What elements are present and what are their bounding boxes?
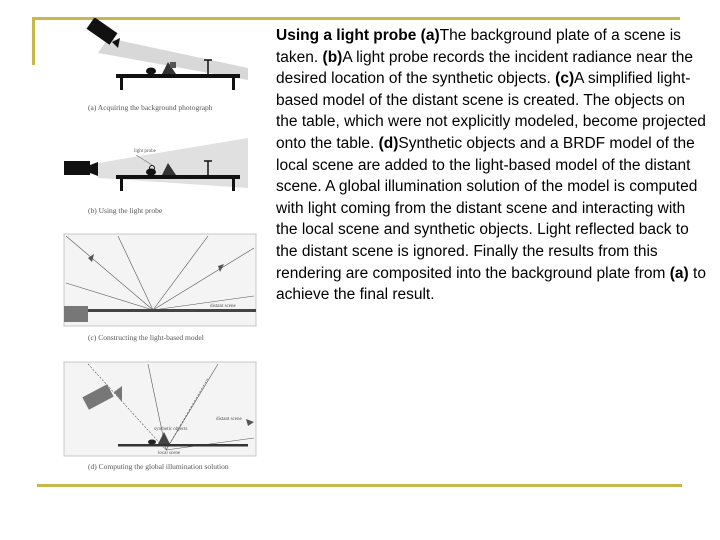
panel-a <box>87 18 248 112</box>
bold-d: (d) <box>378 134 399 152</box>
desc-end: to achieve the final result. <box>276 264 706 304</box>
light-probe-label: light probe <box>134 149 156 154</box>
caption-a: (a) Acquiring the background photograph <box>88 103 213 112</box>
caption-b: (b) Using the light probe <box>88 206 163 215</box>
description-paragraph <box>276 25 706 306</box>
bottom-rule <box>37 484 682 487</box>
distant-scene-label-c: distant scene <box>210 304 236 309</box>
panel-c <box>64 234 256 342</box>
illustration-figure <box>58 18 260 473</box>
desc-d: Synthetic objects and a BRDF model of the local scene are added to the light-based model of the distant scene. A global illumination solution of the model is computed with light coming from the distant scene and interacting with the local scene and synthetic objects. Light reflected back to the distant scene is ignored. Finally the results from this rendering are composited into the background plate from <box>276 134 698 282</box>
table-surface <box>116 175 240 179</box>
caption-d: (d) Computing the global illumination solution <box>88 462 229 471</box>
bold-lead: Using a light probe (a) <box>276 27 440 44</box>
left-rule <box>32 17 35 65</box>
table-surface <box>116 74 240 78</box>
synthetic-objects-label: synthetic objects <box>154 427 188 432</box>
bold-a-ref: (a) <box>669 264 689 282</box>
caption-c: (c) Constructing the light-based model <box>88 333 204 342</box>
camera-icon <box>64 161 90 175</box>
bold-b: (b) <box>322 48 343 66</box>
panel-b <box>64 138 248 215</box>
desc-a: The background plate of a scene is taken. <box>276 27 681 66</box>
desc-b: A light probe records the incident radiance near the desired location of the synthetic objects. <box>276 48 694 88</box>
bold-c: (c) <box>555 70 575 88</box>
panel-d <box>64 362 256 471</box>
local-scene-label: local scene <box>158 451 181 456</box>
desc-c: A simplified light-based model of the distant scene is created. The objects on the table, which were not explicitly modeled, become projected onto the table. <box>276 70 706 152</box>
distant-scene-label-d: distant scene <box>216 417 242 422</box>
